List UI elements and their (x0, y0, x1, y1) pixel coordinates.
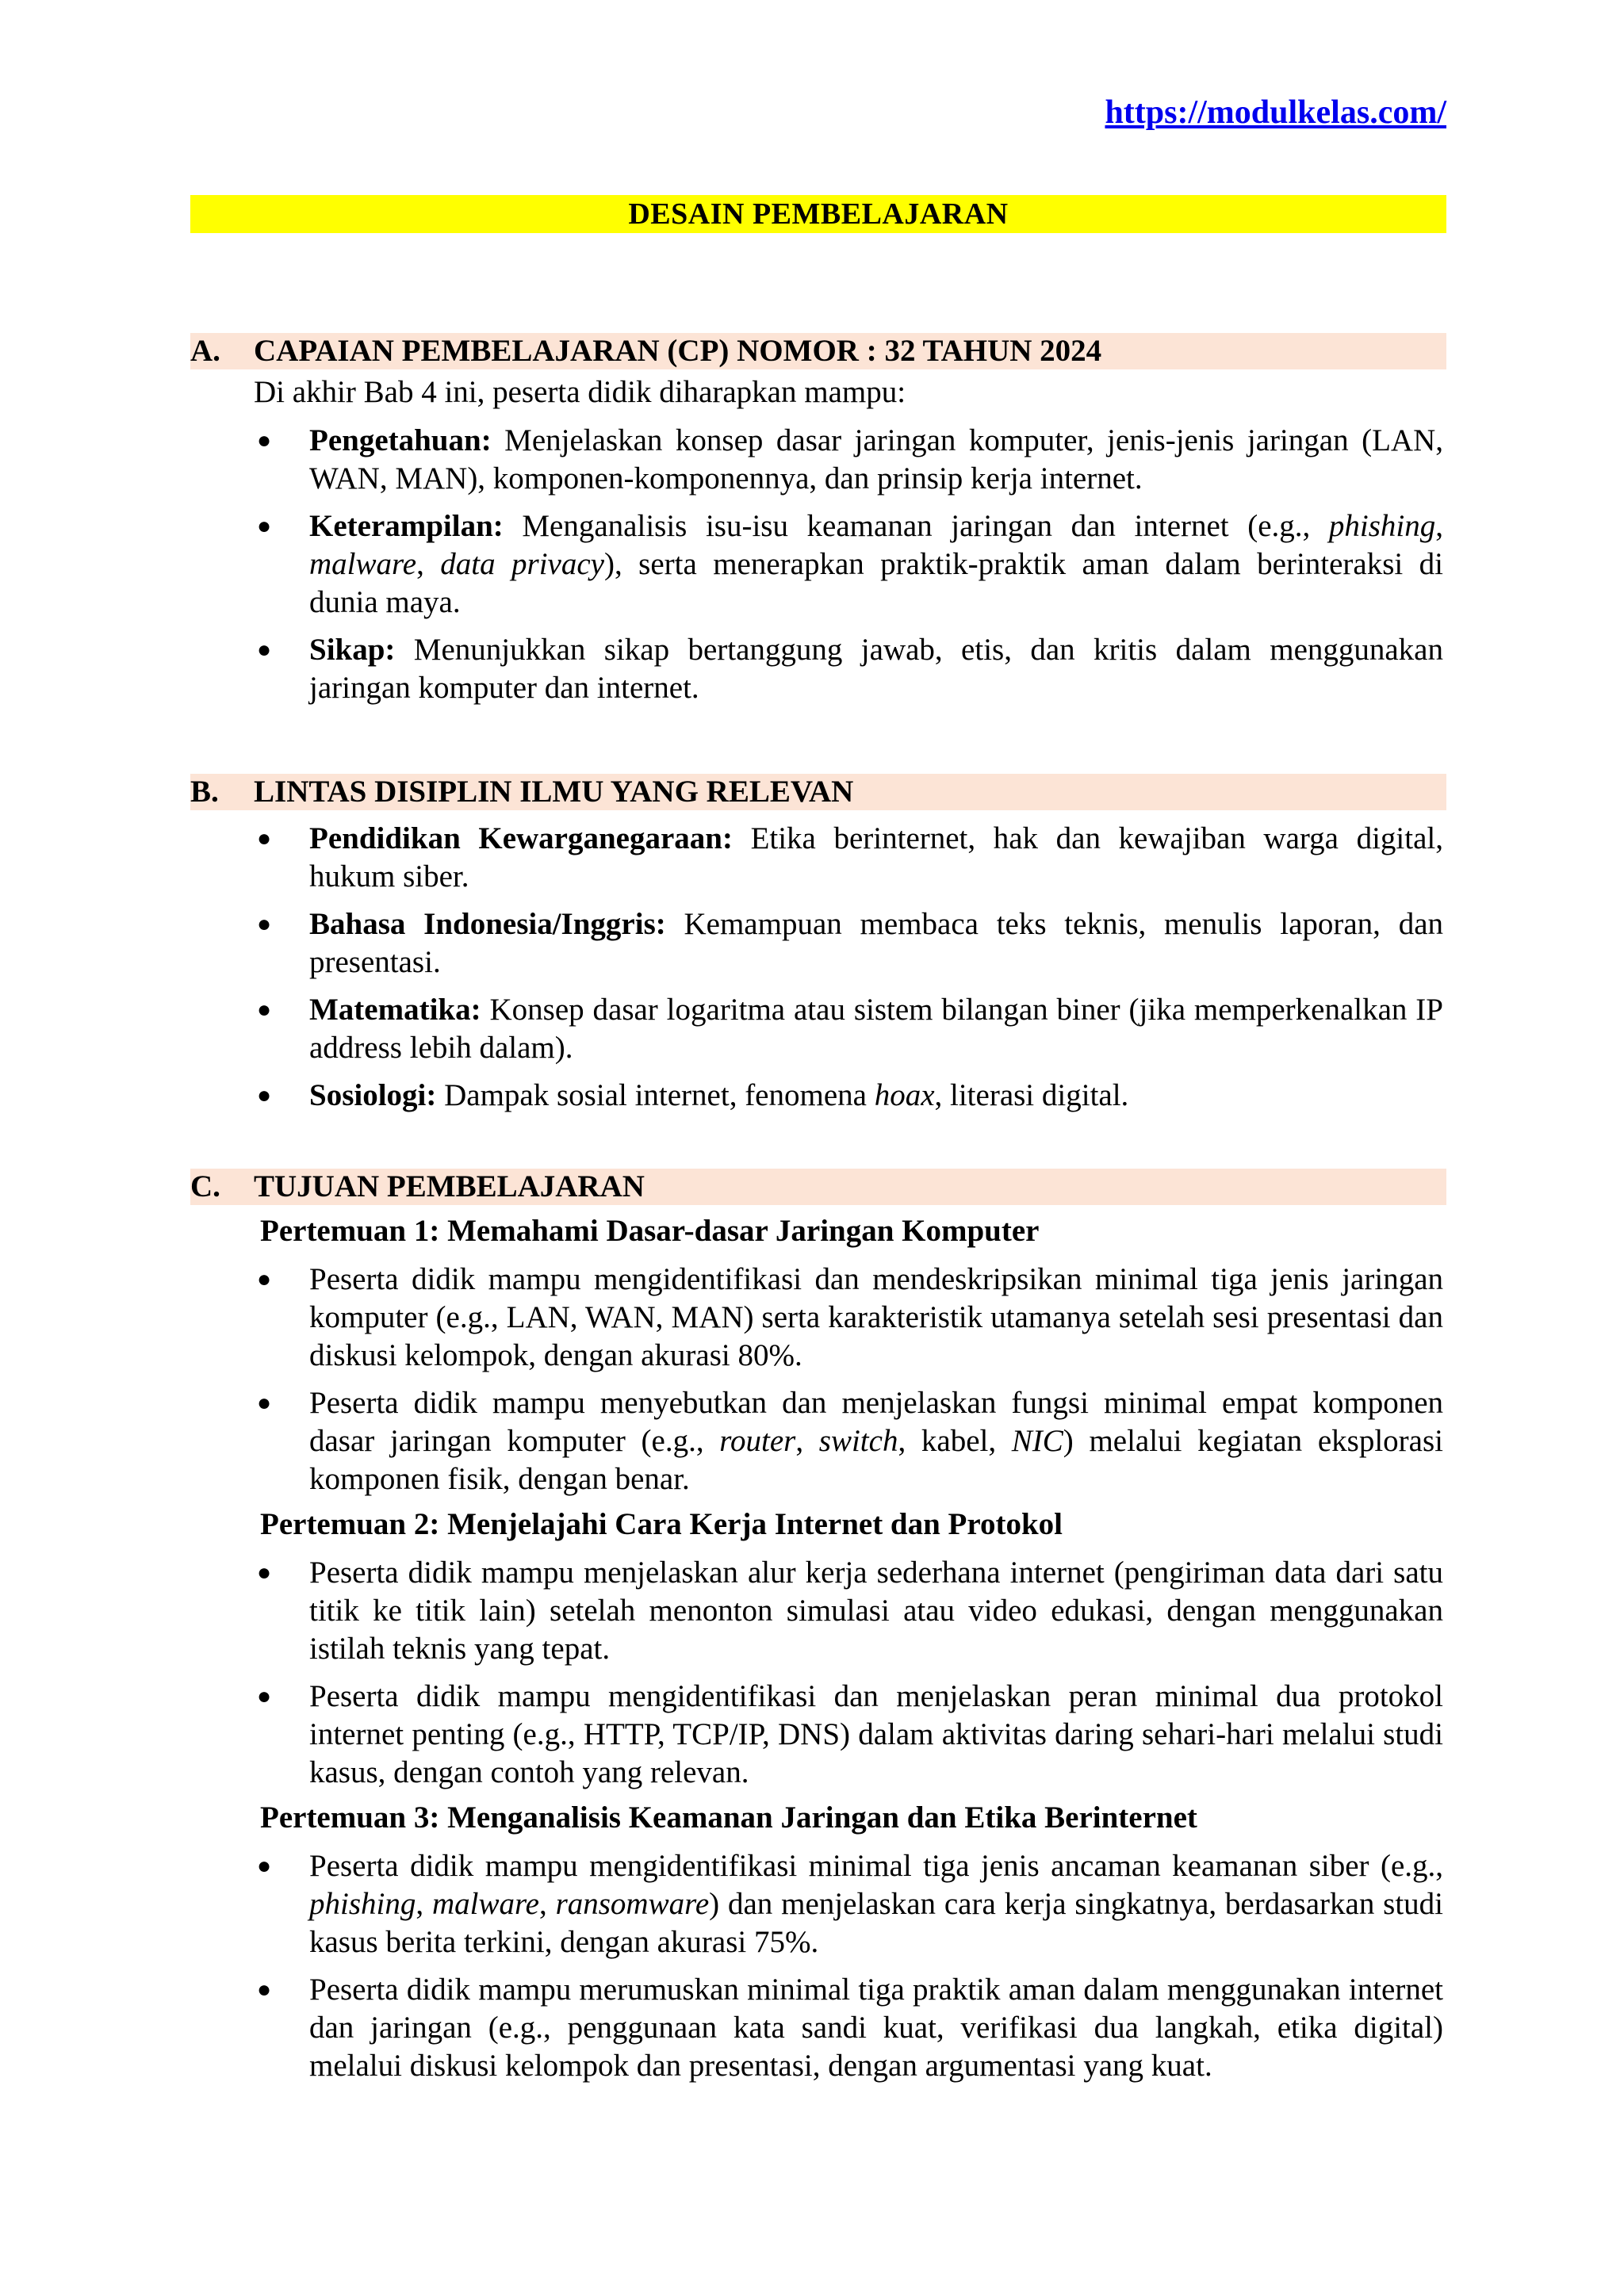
item-text: Menunjukkan sikap bertanggung jawab, etis, dan kritis dalam menggunakan jaringan komputer dan internet. (309, 633, 1443, 705)
meeting-2-title: Pertemuan 2: Menjelajahi Cara Kerja Internet dan Protokol (260, 1507, 1063, 1541)
list-item (190, 1384, 1446, 1498)
section-a-letter: A. (190, 334, 220, 368)
meeting-2-list (190, 1554, 1446, 1792)
item-text: , literasi digital. (934, 1078, 1129, 1112)
meeting-1-list (190, 1261, 1446, 1498)
item-text: , kabel, (898, 1424, 1012, 1458)
list-item-sosiologi (190, 1077, 1446, 1115)
section-a-title: CAPAIAN PEMBELAJARAN (CP) NOMOR : 32 TAHUN 2024 (254, 334, 1102, 368)
page-title: DESAIN PEMBELAJARAN (190, 195, 1446, 233)
section-a-intro: Di akhir Bab 4 ini, peserta didik diharapkan mampu: (254, 375, 906, 409)
item-italic-term: router (719, 1424, 796, 1458)
bullet-icon: ● (257, 513, 272, 539)
bullet-icon: ● (257, 1266, 272, 1292)
item-italic-term: NIC (1011, 1424, 1063, 1458)
section-b-title: LINTAS DISIPLIN ILMU YANG RELEVAN (254, 775, 854, 809)
section-b-heading (190, 774, 1446, 810)
item-label: Sikap: (309, 633, 396, 667)
item-text: ), serta menerapkan praktik-praktik aman dalam berinteraksi di dunia maya. (309, 547, 1444, 619)
list-item-matematika (190, 991, 1446, 1067)
item-text: Dampak sosial internet, fenomena (436, 1078, 875, 1112)
bullet-icon: ● (257, 997, 272, 1023)
item-italic-term: ransomware (555, 1887, 710, 1921)
item-label: Pengetahuan: (309, 423, 492, 457)
item-italic-term: switch (818, 1424, 898, 1458)
section-tujuan-pembelajaran (190, 1169, 1446, 2085)
section-c-letter: C. (190, 1169, 220, 1203)
section-b-list (190, 820, 1446, 1115)
item-text: , (539, 1887, 556, 1921)
item-text: , (1435, 509, 1443, 543)
list-item-bahasa (190, 905, 1446, 982)
item-label: Matematika: (309, 993, 481, 1027)
item-label: Bahasa Indonesia/Inggris: (309, 907, 666, 941)
section-c-title: TUJUAN PEMBELAJARAN (254, 1169, 645, 1203)
item-text: , (416, 547, 441, 581)
bullet-icon: ● (257, 1683, 272, 1709)
item-italic-term: malware (431, 1887, 539, 1921)
list-item (190, 1847, 1446, 1961)
section-b-letter: B. (190, 775, 219, 809)
bullet-icon: ● (257, 427, 272, 453)
item-text: Konsep dasar logaritma atau sistem bilangan biner (jika memperkenalkan IP address lebih dalam). (309, 993, 1443, 1065)
bullet-icon: ● (257, 637, 272, 663)
section-a-heading (190, 333, 1446, 369)
list-item-sikap (190, 631, 1446, 707)
item-italic-term: data privacy (440, 547, 604, 581)
section-c-heading (190, 1169, 1446, 1205)
item-text: Kemampuan membaca teks teknis, menulis laporan, dan presentasi. (309, 907, 1443, 979)
bullet-icon: ● (257, 1390, 272, 1416)
item-label: Pendidikan Kewarganegaraan: (309, 821, 733, 855)
item-text: Peserta didik mampu mengidentifikasi dan mendeskripsikan minimal tiga jenis jaringan komputer (e.g., LAN, WAN, MAN) serta karakteristik utamanya setelah sesi presentasi dan diskusi kelompok, dengan akurasi 80%. (309, 1262, 1443, 1372)
list-item (190, 1678, 1446, 1792)
bullet-icon: ● (257, 1853, 272, 1879)
item-text: Peserta didik mampu mengidentifikasi minimal tiga jenis ancaman keamanan siber (e.g., (309, 1849, 1443, 1883)
list-item-keterampilan (190, 507, 1446, 622)
item-label: Keterampilan: (309, 509, 504, 543)
bullet-icon: ● (257, 1976, 272, 2003)
meeting-1-title: Pertemuan 1: Memahami Dasar-dasar Jaringan Komputer (260, 1214, 1040, 1248)
meeting-3-title: Pertemuan 3: Menganalisis Keamanan Jaringan dan Etika Berinternet (260, 1800, 1197, 1835)
item-text: ) dan menjelaskan cara kerja singkatnya, berdasarkan studi kasus berita terkini, dengan akurasi 75%. (309, 1887, 1443, 1959)
item-text: Menganalisis isu-isu keamanan jaringan dan internet (e.g., (503, 509, 1329, 543)
item-text: ) melalui kegiatan eksplorasi komponen fisik, dengan benar. (309, 1424, 1443, 1496)
item-text: Peserta didik mampu merumuskan minimal tiga praktik aman dalam menggunakan internet dan jaringan (e.g., penggunaan kata sandi kuat, verifikasi dua langkah, etika digital) melalui diskusi kelompok dan presentasi, dengan argumentasi yang kuat. (309, 1973, 1443, 2083)
list-item-pengetahuan (190, 422, 1446, 498)
item-text: Etika berinternet, hak dan kewajiban warga digital, hukum siber. (309, 821, 1443, 894)
list-item (190, 1554, 1446, 1668)
item-text: Peserta didik mampu mengidentifikasi dan menjelaskan peran minimal dua protokol internet penting (e.g., HTTP, TCP/IP, DNS) dalam aktivitas daring sehari-hari melalui studi kasus, dengan contoh yang relevan. (309, 1679, 1443, 1789)
section-capaian-pembelajaran (190, 333, 1446, 707)
list-item (190, 1971, 1446, 2085)
item-text: , (795, 1424, 819, 1458)
bullet-icon: ● (257, 825, 272, 851)
section-lintas-disiplin (190, 774, 1446, 1115)
list-item-pkn (190, 820, 1446, 896)
item-text: Menjelaskan konsep dasar jaringan komputer, jenis-jenis jaringan (LAN, WAN, MAN), komponen-komponennya, dan prinsip kerja internet. (309, 423, 1443, 496)
item-italic-term: hoax (874, 1078, 935, 1112)
bullet-icon: ● (257, 1559, 272, 1586)
item-italic-term: phishing (1328, 509, 1436, 543)
item-text: Peserta didik mampu menjelaskan alur kerja sederhana internet (pengiriman data dari satu titik ke titik lain) setelah menonton simulasi atau video edukasi, dengan menggunakan istilah teknis yang tepat. (309, 1556, 1443, 1666)
meeting-3-list (190, 1847, 1446, 2085)
item-text: Peserta didik mampu menyebutkan dan menjelaskan fungsi minimal empat komponen dasar jaringan komputer (e.g., (309, 1386, 1443, 1458)
section-a-list (190, 422, 1446, 707)
item-text: , (416, 1887, 432, 1921)
item-italic-term: phishing (309, 1887, 416, 1921)
bullet-icon: ● (257, 1082, 272, 1108)
header-url-link[interactable]: https://modulkelas.com/ (1105, 94, 1446, 131)
list-item (190, 1261, 1446, 1375)
item-italic-term: malware (309, 547, 417, 581)
item-label: Sosiologi: (309, 1078, 437, 1112)
bullet-icon: ● (257, 911, 272, 937)
